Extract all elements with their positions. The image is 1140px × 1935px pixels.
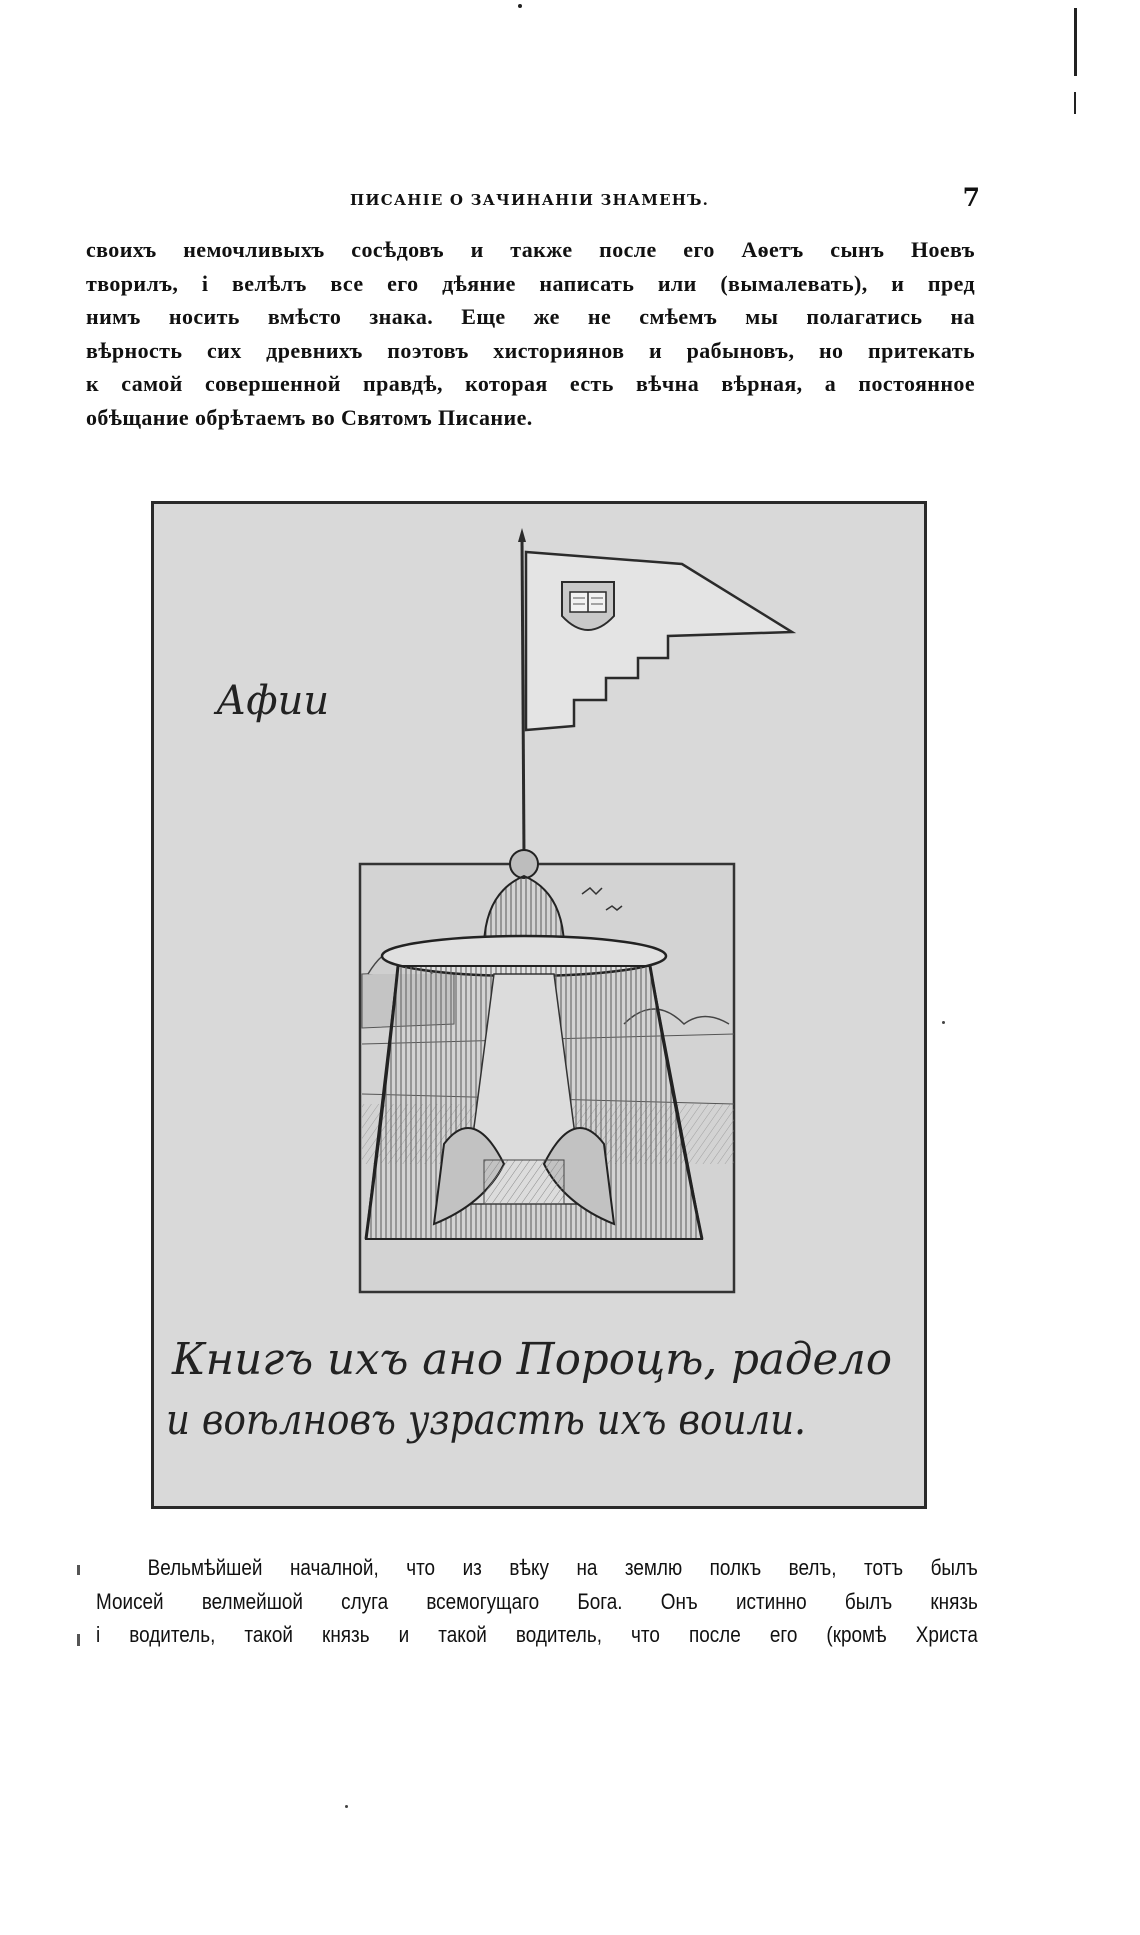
text-line: вѣрность сих древнихъ поэтовъ хисториянов и рабыновъ, но притекать [86, 337, 975, 363]
banner-pole [522, 538, 524, 856]
text-line: Вельмѣйшей началной, что из вѣку на землю полкъ велъ, тотъ былъ [147, 1555, 978, 1580]
text-line: своихъ немочливыхъ сосѣдовъ и также после его Аѳетъ сынъ Ноевъ [86, 237, 975, 262]
illustration-plate [151, 501, 927, 1509]
banner-flag [526, 552, 792, 730]
stray-dot [345, 1805, 348, 1808]
page-number: 7 [962, 183, 980, 212]
page-edge-mark [1074, 8, 1077, 76]
header-title: ПИСАНІЕ О ЗАЧИНАНІИ ЗНАМЕНЪ. [350, 191, 710, 209]
margin-mark [77, 1634, 80, 1646]
running-header [350, 183, 980, 213]
text-line: Моисей велмейшой слуга всемогущаго Бога. Онъ истинно былъ князь [96, 1588, 978, 1614]
text-line: творилъ, і велѣлъ все его дѣяние написать или (вымалевать), и пред [86, 270, 975, 296]
page-dot [518, 4, 522, 8]
text-line: і водитель, такой князь и такой водитель, что после его (кромѣ Христа [96, 1622, 978, 1647]
page-edge-mark [1074, 92, 1076, 114]
illustration-caption-line: и воѣлновъ узрастѣ иxъ воили. [166, 1395, 806, 1444]
tent-finial [510, 850, 538, 878]
illustration-caption-line: Книгъ иxъ ано Пороцѣ, радело [171, 1334, 893, 1385]
pole-tip [518, 528, 526, 542]
illustration-label: Афии [216, 678, 330, 724]
paragraph-bottom [96, 1555, 980, 1656]
stray-dot [942, 1021, 945, 1024]
tent-banner-drawing [154, 504, 924, 1506]
text-line: нимъ носить вмѣсто знака. Еще же не смѣемъ мы полагатись на [86, 304, 975, 329]
text-line: обѣщание обрѣтаемъ во Святомъ Писание. [86, 404, 533, 430]
margin-mark [77, 1565, 80, 1575]
text-line: к самой совершенной правдѣ, которая есть вѣчна вѣрная, а постоянное [86, 371, 975, 396]
paragraph-top [86, 237, 975, 438]
